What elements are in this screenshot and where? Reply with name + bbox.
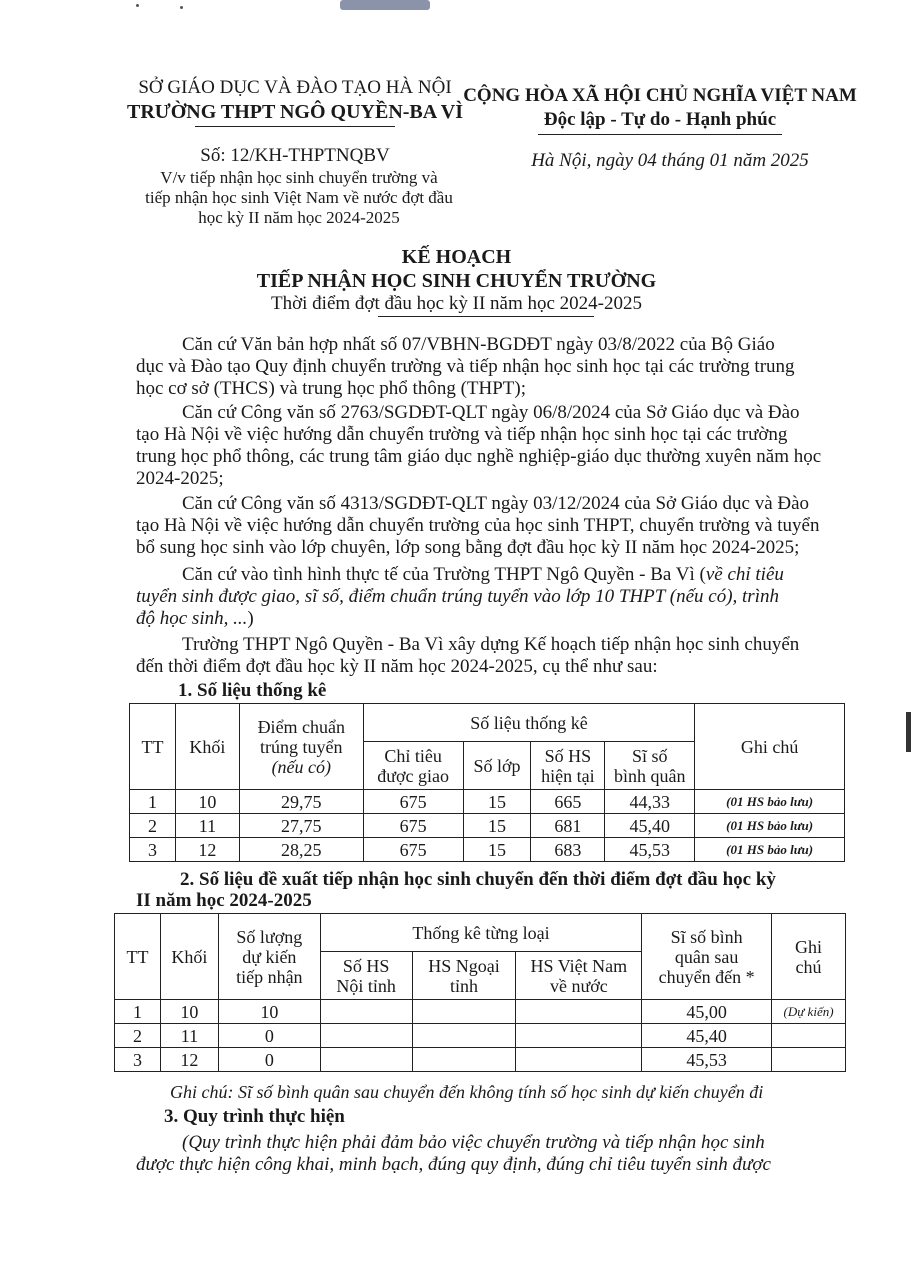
cell-ghi-chu: (Dự kiến) bbox=[772, 1000, 846, 1024]
proposal-table bbox=[114, 913, 846, 1072]
para-line: Căn cứ Văn bản hợp nhất số 07/VBHN-BGDĐT ngày 03/8/2022 của Bộ Giáo bbox=[182, 334, 775, 355]
subject-line: tiếp nhận học sinh Việt Nam về nước đợt đầu bbox=[145, 188, 453, 207]
para-line: học cơ sở (THCS) và trung học phổ thông (THPT); bbox=[136, 378, 527, 399]
para-line: đến thời điểm đợt đầu học kỳ II năm học 2024-2025, cụ thể như sau: bbox=[136, 656, 658, 677]
cell-tt: 2 bbox=[115, 1024, 161, 1048]
cell-so-hs: 665 bbox=[531, 790, 605, 814]
cell-khoi: 12 bbox=[160, 1048, 218, 1072]
table-row bbox=[130, 814, 845, 838]
cell-si-so: 45,53 bbox=[642, 1048, 772, 1072]
cell-tt: 3 bbox=[115, 1048, 161, 1072]
scan-mark-top bbox=[340, 0, 430, 10]
paragraph-plan-intro bbox=[136, 634, 826, 678]
doc-subject bbox=[104, 168, 494, 228]
section3-body bbox=[136, 1132, 826, 1176]
header-ghi-chu: Ghi chú bbox=[695, 704, 845, 790]
cell-ghi-chu bbox=[772, 1024, 846, 1048]
paragraph-legal-basis-1 bbox=[136, 334, 826, 400]
header-ghi-chu: Ghi chú bbox=[772, 914, 846, 1000]
title-main: TIẾP NHẬN HỌC SINH CHUYỂN TRƯỜNG bbox=[256, 270, 657, 292]
para-line: Trường THPT Ngô Quyền - Ba Vì xây dựng Kế hoạch tiếp nhận học sinh chuyển bbox=[182, 634, 800, 655]
cell-tt: 3 bbox=[130, 838, 176, 862]
cell-ngoai-tinh bbox=[412, 1000, 516, 1024]
cell-so-lop: 15 bbox=[463, 814, 531, 838]
motto-underline bbox=[538, 134, 782, 135]
cell-so-hs: 681 bbox=[531, 814, 605, 838]
cell-tt: 2 bbox=[130, 814, 176, 838]
cell-ghi-chu: (01 HS bảo lưu) bbox=[695, 814, 845, 838]
cell-si-so: 45,53 bbox=[605, 838, 695, 862]
paragraph-legal-basis-4 bbox=[136, 564, 826, 630]
cell-so-luong: 10 bbox=[218, 1000, 320, 1024]
header-so-lop: Số lớp bbox=[463, 742, 531, 790]
cell-noi-tinh bbox=[320, 1024, 412, 1048]
table-row bbox=[130, 838, 845, 862]
para-line: trung học phổ thông, các trung tâm giáo dục nghề nghiệp-giáo dục thường xuyên năm học bbox=[136, 446, 822, 467]
header-noi-tinh: Số HS Nội tỉnh bbox=[320, 952, 412, 1000]
subject-line: học kỳ II năm học 2024-2025 bbox=[198, 208, 400, 227]
cell-chi-tieu: 675 bbox=[363, 838, 463, 862]
cell-chi-tieu: 675 bbox=[363, 790, 463, 814]
para-line: Căn cứ Công văn số 2763/SGDĐT-QLT ngày 06/8/2024 của Sở Giáo dục và Đào bbox=[182, 402, 800, 423]
para-line: tạo Hà Nội về việc hướng dẫn chuyển trường của học sinh THPT, chuyển trường và tuyển bbox=[136, 515, 820, 536]
cell-ngoai-tinh bbox=[412, 1024, 516, 1048]
header-thong-ke-group: Thống kê từng loại bbox=[320, 914, 641, 952]
cell-khoi: 11 bbox=[160, 1024, 218, 1048]
header-khoi: Khối bbox=[175, 704, 239, 790]
table-note: Ghi chú: Sĩ số bình quân sau chuyển đến không tính số học sinh dự kiến chuyển đi bbox=[170, 1082, 764, 1102]
para-line: Căn cứ Công văn số 4313/SGDĐT-QLT ngày 03/12/2024 của Sở Giáo dục và Đào bbox=[182, 493, 810, 514]
place-date: Hà Nội, ngày 04 tháng 01 năm 2025 bbox=[531, 150, 809, 171]
cell-so-lop: 15 bbox=[463, 790, 531, 814]
para-line: 2024-2025; bbox=[136, 468, 224, 489]
header-khoi: Khối bbox=[160, 914, 218, 1000]
scan-dot bbox=[180, 6, 183, 9]
para-line: tạo Hà Nội về việc hướng dẫn chuyển trường và tiếp nhận học sinh học tại các trường bbox=[136, 424, 788, 445]
para-line: (Quy trình thực hiện phải đảm bảo việc chuyển trường và tiếp nhận học sinh bbox=[182, 1132, 765, 1153]
cell-diem: 27,75 bbox=[239, 814, 363, 838]
header-viet-nam: HS Việt Nam về nước bbox=[516, 952, 642, 1000]
cell-noi-tinh bbox=[320, 1048, 412, 1072]
header-chi-tieu: Chỉ tiêu được giao bbox=[363, 742, 463, 790]
cell-so-hs: 683 bbox=[531, 838, 605, 862]
section2-heading: 2. Số liệu đề xuất tiếp nhận học sinh chuyển đến thời điểm đợt đầu học kỳ bbox=[180, 869, 776, 890]
header-left bbox=[100, 76, 490, 127]
cell-khoi: 10 bbox=[160, 1000, 218, 1024]
section2-heading-cont: II năm học 2024-2025 bbox=[136, 890, 312, 911]
cell-viet-nam bbox=[516, 1048, 642, 1072]
section3-heading: 3. Quy trình thực hiện bbox=[164, 1106, 345, 1127]
para-line: độ học sinh, ...) bbox=[136, 608, 254, 629]
cell-viet-nam bbox=[516, 1024, 642, 1048]
paragraph-legal-basis-2 bbox=[136, 402, 826, 490]
header-diem-chuan: Điểm chuẩn trúng tuyển (nếu có) bbox=[239, 704, 363, 790]
agency-name: SỞ GIÁO DỤC VÀ ĐÀO TẠO HÀ NỘI bbox=[138, 77, 452, 98]
cell-ghi-chu bbox=[772, 1048, 846, 1072]
cell-diem: 29,75 bbox=[239, 790, 363, 814]
school-name bbox=[100, 100, 490, 125]
header-so-hs: Số HS hiện tại bbox=[531, 742, 605, 790]
para-line: Căn cứ vào tình hình thực tế của Trường THPT Ngô Quyền - Ba Vì (về chỉ tiêu bbox=[182, 564, 784, 585]
section1-heading: 1. Số liệu thống kê bbox=[178, 680, 327, 701]
cell-khoi: 11 bbox=[175, 814, 239, 838]
table-row bbox=[115, 1000, 846, 1024]
cell-so-luong: 0 bbox=[218, 1024, 320, 1048]
cell-si-so: 45,40 bbox=[642, 1024, 772, 1048]
cell-ghi-chu: (01 HS bảo lưu) bbox=[695, 838, 845, 862]
cell-ngoai-tinh bbox=[412, 1048, 516, 1072]
cell-ghi-chu: (01 HS bảo lưu) bbox=[695, 790, 845, 814]
school-name-text: TRƯỜNG THPT NGÔ QUYỀN-BA VÌ bbox=[127, 101, 463, 123]
title-sub bbox=[0, 293, 913, 315]
cell-si-so: 45,40 bbox=[605, 814, 695, 838]
header-so-luong: Số lượng dự kiến tiếp nhận bbox=[218, 914, 320, 1000]
para-line: được thực hiện công khai, minh bạch, đúng quy định, đúng chỉ tiêu tuyển sinh được bbox=[136, 1154, 771, 1175]
motto bbox=[460, 108, 860, 132]
motto-text: Độc lập - Tự do - Hạnh phúc bbox=[543, 109, 777, 130]
cell-viet-nam bbox=[516, 1000, 642, 1024]
school-underline bbox=[195, 126, 395, 127]
cell-khoi: 10 bbox=[175, 790, 239, 814]
doc-number: Số: 12/KH-THPTNQBV bbox=[200, 145, 390, 166]
title-plan: KẾ HOẠCH bbox=[401, 246, 512, 268]
para-line: bổ sung học sinh vào lớp chuyên, lớp song bằng đợt đầu học kỳ II năm học 2024-2025; bbox=[136, 537, 800, 558]
title-sub-text: Thời điểm đợt đầu học kỳ II năm học 2024-2025 bbox=[271, 293, 642, 314]
header-tt: TT bbox=[130, 704, 176, 790]
cell-diem: 28,25 bbox=[239, 838, 363, 862]
scan-edge-mark bbox=[906, 712, 911, 752]
cell-si-so: 45,00 bbox=[642, 1000, 772, 1024]
header-ngoai-tinh: HS Ngoại tỉnh bbox=[412, 952, 516, 1000]
header-right bbox=[460, 84, 860, 135]
title-underline bbox=[378, 316, 594, 317]
cell-tt: 1 bbox=[130, 790, 176, 814]
cell-chi-tieu: 675 bbox=[363, 814, 463, 838]
scan-dot bbox=[136, 4, 139, 7]
stats-table bbox=[129, 703, 845, 862]
header-stats-group: Số liệu thống kê bbox=[363, 704, 695, 742]
header-si-so: Sĩ số bình quân bbox=[605, 742, 695, 790]
table-row bbox=[130, 790, 845, 814]
table-row bbox=[115, 1048, 846, 1072]
cell-si-so: 44,33 bbox=[605, 790, 695, 814]
cell-noi-tinh bbox=[320, 1000, 412, 1024]
cell-khoi: 12 bbox=[175, 838, 239, 862]
cell-so-lop: 15 bbox=[463, 838, 531, 862]
table-row bbox=[115, 1024, 846, 1048]
para-line: dục và Đào tạo Quy định chuyển trường và tiếp nhận học sinh học tại các trường trung bbox=[136, 356, 795, 377]
paragraph-legal-basis-3 bbox=[136, 493, 826, 559]
para-line: tuyển sinh được giao, sĩ số, điểm chuẩn trúng tuyển vào lớp 10 THPT (nếu có), trình bbox=[136, 586, 779, 607]
cell-tt: 1 bbox=[115, 1000, 161, 1024]
header-tt: TT bbox=[115, 914, 161, 1000]
cell-so-luong: 0 bbox=[218, 1048, 320, 1072]
header-si-so-sau: Sĩ số bình quân sau chuyển đến * bbox=[642, 914, 772, 1000]
subject-line: V/v tiếp nhận học sinh chuyển trường và bbox=[160, 168, 438, 187]
republic-name: CỘNG HÒA XÃ HỘI CHỦ NGHĨA VIỆT NAM bbox=[463, 85, 857, 106]
